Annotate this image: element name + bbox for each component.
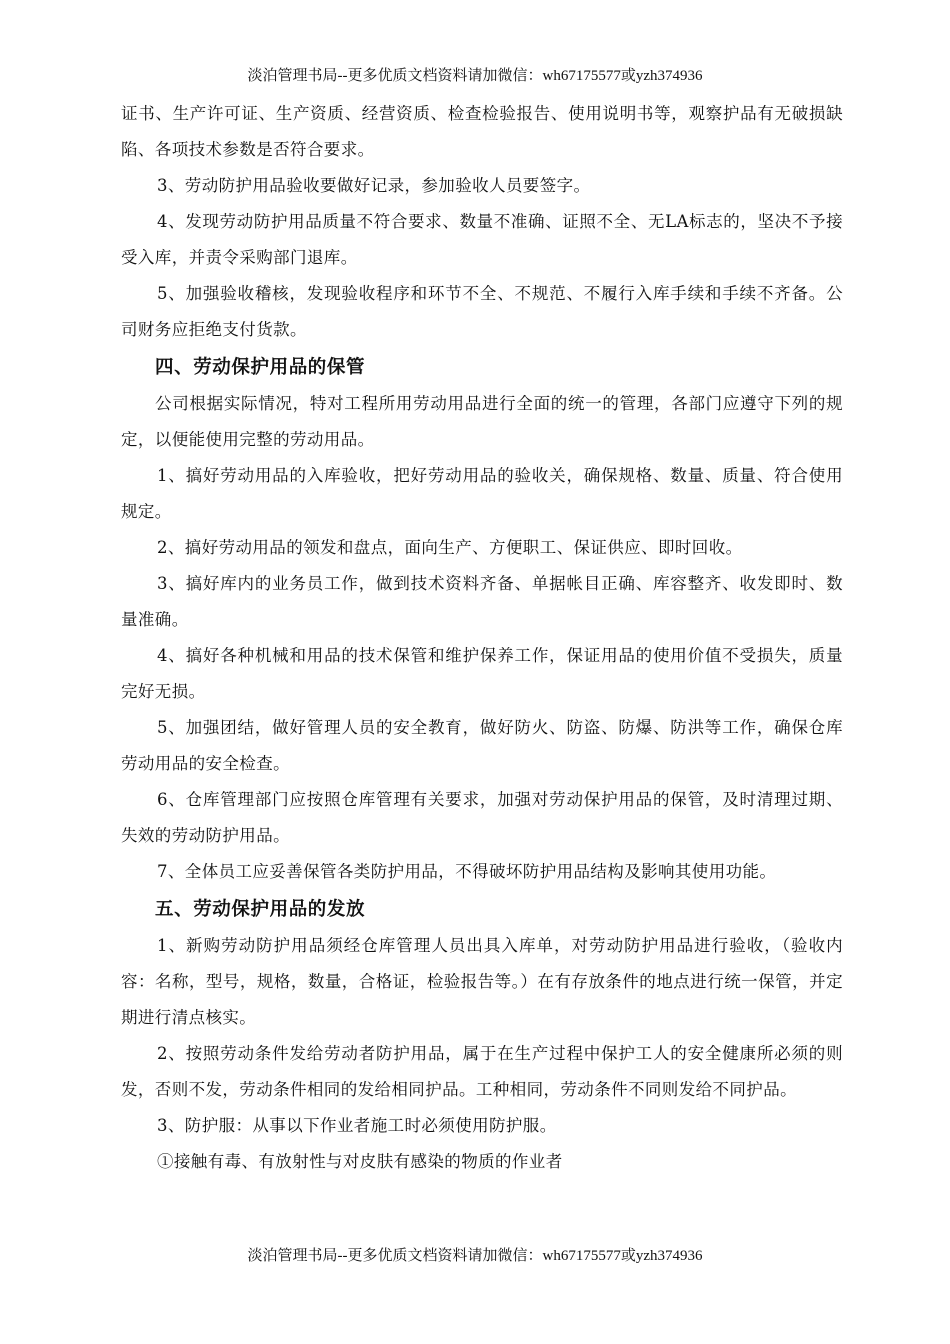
paragraph-storage-item-3: 3、搞好库内的业务员工作，做到技术资料齐备、单据帐目正确、库容整齐、收发即时、数量准确。 — [121, 574, 843, 629]
paragraph-acceptance-audit: 5、加强验收稽核，发现验收程序和环节不全、不规范、不履行入库手续和手续不齐备。公司财务应拒绝支付货款。 — [121, 284, 843, 339]
paragraph-storage-item-2: 2、搞好劳动用品的领发和盘点，面向生产、方便职工、保证供应、即时回收。 — [157, 538, 743, 557]
paragraph-storage-item-6: 6、仓库管理部门应按照仓库管理有关要求，加强对劳动保护用品的保管，及时清理过期、失效的劳动防护用品。 — [121, 790, 843, 845]
document-body — [121, 96, 843, 1180]
paragraph-storage-item-7: 7、全体员工应妥善保管各类防护用品，不得破坏防护用品结构及影响其使用功能。 — [157, 862, 777, 881]
paragraph-storage-item-4: 4、搞好各种机械和用品的技术保管和维护保养工作，保证用品的使用价值不受损失，质量完好无损。 — [121, 646, 843, 701]
paragraph-storage-intro: 公司根据实际情况，特对工程所用劳动用品进行全面的统一的管理，各部门应遵守下列的规定，以便能使用完整的劳动用品。 — [121, 394, 843, 449]
paragraph-distribution-item-3: 3、防护服：从事以下作业者施工时必须使用防护服。 — [157, 1116, 557, 1135]
section-heading-storage: 四、劳动保护用品的保管 — [155, 357, 366, 378]
paragraph-distribution-item-2: 2、按照劳动条件发给劳动者防护用品，属于在生产过程中保护工人的安全健康所必须的则发，否则不发，劳动条件相同的发给相同护品。工种相同，劳动条件不同则发给不同护品。 — [121, 1044, 843, 1099]
paragraph-distribution-sub-1: ①接触有毒、有放射性与对皮肤有感染的物质的作业者 — [157, 1152, 563, 1171]
paragraph-certificate-continuation: 证书、生产许可证、生产资质、经营资质、检查检验报告、使用说明书等，观察护品有无破损缺陷、各项技术参数是否符合要求。 — [121, 104, 843, 159]
paragraph-acceptance-record: 3、劳动防护用品验收要做好记录，参加验收人员要签字。 — [157, 176, 591, 195]
section-heading-distribution: 五、劳动保护用品的发放 — [155, 899, 366, 920]
page-footer: 淡泊管理书局--更多优质文档资料请加微信：wh67175577或yzh374936 — [247, 1248, 703, 1264]
page-header: 淡泊管理书局--更多优质文档资料请加微信：wh67175577或yzh374936 — [247, 68, 703, 84]
paragraph-storage-item-1: 1、搞好劳动用品的入库验收，把好劳动用品的验收关，确保规格、数量、质量、符合使用规定。 — [121, 466, 843, 521]
paragraph-distribution-item-1: 1、新购劳动防护用品须经仓库管理人员出具入库单，对劳动防护用品进行验收，（验收内容：名称，型号，规格，数量，合格证，检验报告等。）在有存放条件的地点进行统一保管，并定期进行清点核实。 — [121, 936, 843, 1027]
paragraph-storage-item-5: 5、加强团结，做好管理人员的安全教育，做好防火、防盗、防爆、防洪等工作，确保仓库劳动用品的安全检查。 — [121, 718, 843, 773]
paragraph-reject-nonconforming: 4、发现劳动防护用品质量不符合要求、数量不准确、证照不全、无LA标志的，坚决不予接受入库，并责令采购部门退库。 — [121, 212, 843, 267]
